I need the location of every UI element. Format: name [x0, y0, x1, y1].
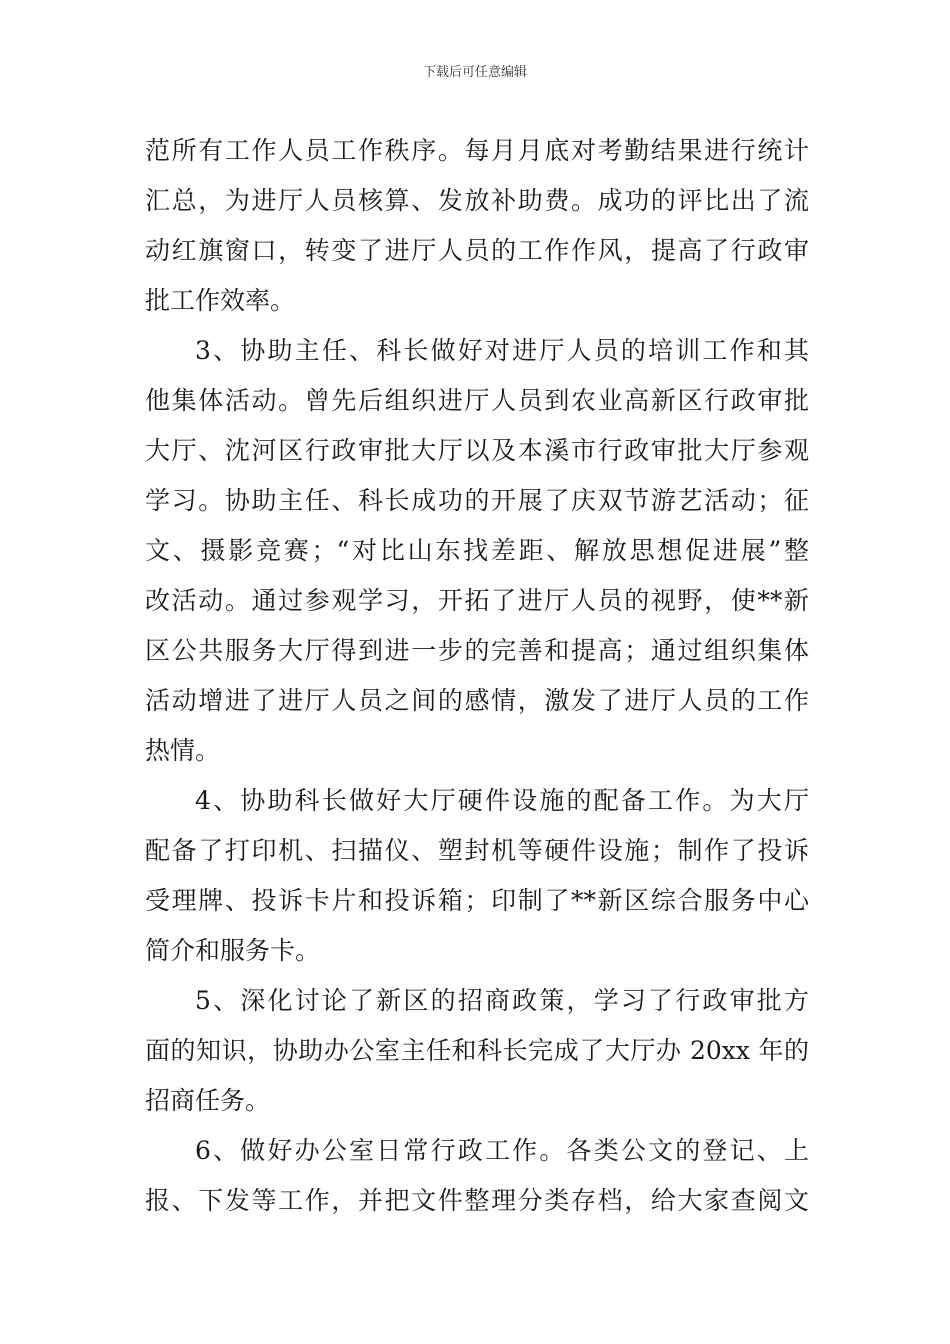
text-line: 3、协助主任、科长做好对进厅人员的培训工作和其 [195, 336, 809, 365]
text-line: 4、协助科长做好大厅硬件设施的配备工作。为大厅 [195, 786, 809, 815]
text-line: 学习。协助主任、科长成功的开展了庆双节游艺活动；征 [145, 486, 809, 515]
text-line: 汇总，为进厅人员核算、发放补助费。成功的评比出了流 [145, 186, 809, 215]
document-body [145, 126, 809, 1226]
text-line: 动红旗窗口，转变了进厅人员的工作作风，提高了行政审 [145, 236, 809, 265]
text-line: 面的知识，协助办公室主任和科长完成了大厅办 20xx 年的 [145, 1036, 809, 1065]
text-line: 批工作效率。 [145, 286, 296, 315]
text-line: 简介和服务卡。 [145, 936, 321, 965]
text-line: 区公共服务大厅得到进一步的完善和提高；通过组织集体 [145, 636, 809, 665]
text-line: 大厅、沈河区行政审批大厅以及本溪市行政审批大厅参观 [145, 436, 809, 465]
text-line: 招商任务。 [145, 1086, 271, 1115]
text-line: 热情。 [145, 736, 221, 765]
text-line: 改活动。通过参观学习，开拓了进厅人员的视野，使**新 [145, 586, 809, 615]
text-line: 6、做好办公室日常行政工作。各类公文的登记、上 [195, 1136, 809, 1165]
text-line: 文、摄影竞赛；“对比山东找差距、解放思想促进展”整 [145, 536, 809, 565]
text-line: 范所有工作人员工作秩序。每月月底对考勤结果进行统计 [145, 136, 809, 165]
page-header: 下载后可任意编辑 [422, 65, 527, 80]
text-line: 受理牌、投诉卡片和投诉箱；印制了**新区综合服务中心 [145, 886, 809, 915]
text-line: 活动增进了进厅人员之间的感情，激发了进厅人员的工作 [145, 686, 809, 715]
text-line: 配备了打印机、扫描仪、塑封机等硬件设施；制作了投诉 [145, 836, 809, 865]
text-line: 5、深化讨论了新区的招商政策，学习了行政审批方 [195, 986, 809, 1015]
text-line: 报、下发等工作，并把文件整理分类存档，给大家查阅文 [145, 1186, 809, 1215]
text-line: 他集体活动。曾先后组织进厅人员到农业高新区行政审批 [145, 386, 809, 415]
